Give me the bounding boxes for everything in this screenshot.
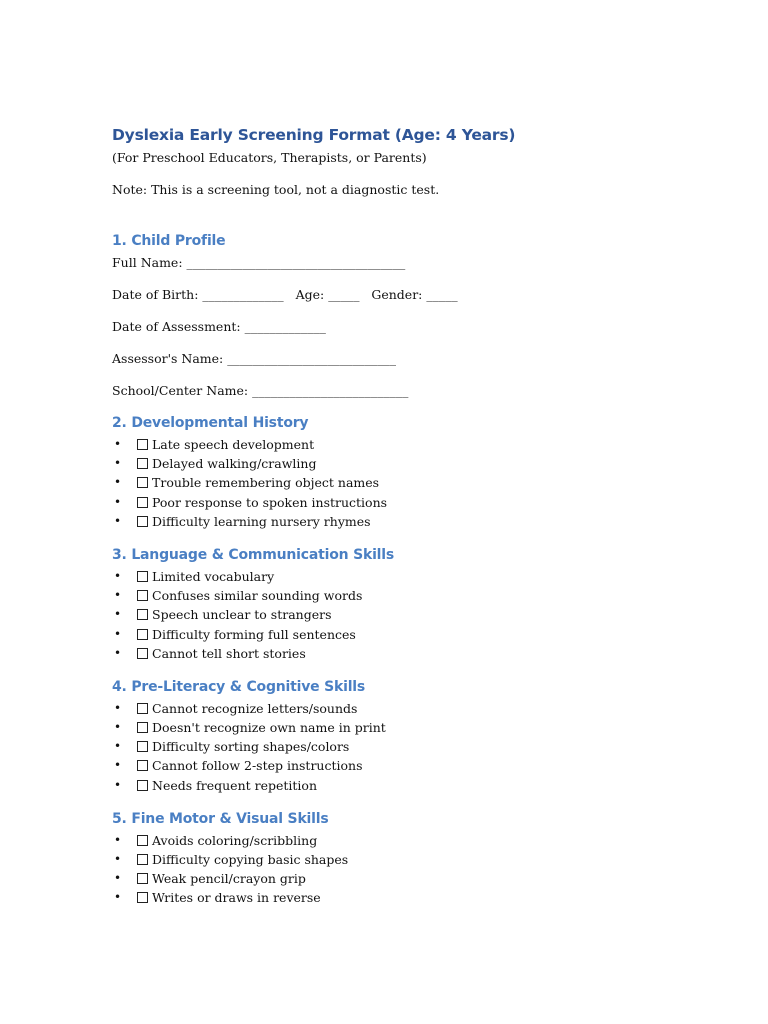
checkbox-icon[interactable] (137, 854, 148, 865)
checklist-item-label: Doesn't recognize own name in print (152, 720, 386, 736)
checkbox-icon[interactable] (137, 835, 148, 846)
checkbox-icon[interactable] (137, 760, 148, 771)
checklist-item[interactable] (112, 512, 672, 531)
section-heading: 5. Fine Motor & Visual Skills (112, 810, 329, 827)
checklist-item-label: Confuses similar sounding words (152, 588, 363, 604)
checklist-item-label: Writes or draws in reverse (152, 890, 321, 906)
checklist (112, 435, 672, 531)
checkbox-icon[interactable] (137, 571, 148, 582)
checklist-item-label: Difficulty learning nursery rhymes (152, 513, 371, 529)
checkbox-icon[interactable] (137, 648, 148, 659)
checklist-item[interactable] (112, 888, 672, 907)
checklist-item-label: Difficulty forming full sentences (152, 626, 356, 642)
full-name-field[interactable]: Full Name: ___________________________________ (112, 255, 406, 270)
school-name-field[interactable]: School/Center Name: _________________________ (112, 383, 409, 398)
checkbox-icon[interactable] (137, 741, 148, 752)
bullet-icon: • (114, 758, 122, 773)
section-developmental-history (112, 413, 672, 531)
bullet-icon: • (114, 437, 122, 451)
checklist-item-label: Difficulty copying basic shapes (152, 852, 349, 867)
bullet-icon: • (114, 626, 122, 641)
checklist-item-label: Speech unclear to strangers (152, 607, 332, 623)
checklist-item-label: Limited vocabulary (152, 568, 275, 584)
checklist-item[interactable] (112, 831, 672, 850)
checklist (112, 831, 672, 908)
checkbox-icon[interactable] (137, 516, 148, 527)
bullet-icon: • (114, 513, 122, 528)
checkbox-icon[interactable] (137, 439, 148, 450)
section-fine-motor-visual (112, 809, 672, 908)
document-subtitle: (For Preschool Educators, Therapists, or Parents) (112, 150, 427, 165)
checklist (112, 699, 672, 795)
document-title: Dyslexia Early Screening Format (Age: 4 Years) (112, 126, 516, 144)
checklist-item-label: Trouble remembering object names (152, 475, 380, 491)
bullet-icon: • (114, 645, 122, 660)
section-heading: 3. Language & Communication Skills (112, 546, 394, 563)
assessor-name-field[interactable]: Assessor's Name: ___________________________ (112, 351, 396, 366)
child-profile-section (112, 231, 672, 401)
checklist-item[interactable] (112, 625, 672, 644)
checkbox-icon[interactable] (137, 703, 148, 714)
bullet-icon: • (114, 607, 122, 622)
checklist-item-label: Poor response to spoken instructions (152, 494, 388, 510)
checklist-item-label: Avoids coloring/scribbling (152, 832, 318, 848)
checklist-item-label: Cannot recognize letters/sounds (152, 700, 358, 716)
section-heading-child-profile: 1. Child Profile (112, 233, 226, 249)
checkbox-icon[interactable] (137, 497, 148, 508)
checklist-item[interactable] (112, 454, 672, 473)
checkbox-icon[interactable] (137, 609, 148, 620)
checklist-item[interactable] (112, 473, 672, 492)
bullet-icon: • (114, 494, 122, 509)
bullet-icon: • (114, 456, 122, 471)
bullet-icon: • (114, 890, 122, 905)
checklist-item-label: Weak pencil/crayon grip (152, 871, 306, 887)
checkbox-icon[interactable] (137, 458, 148, 469)
checkbox-icon[interactable] (137, 873, 148, 884)
bullet-icon: • (114, 568, 122, 583)
section-pre-literacy-cognitive (112, 677, 672, 795)
section-language-communication (112, 545, 672, 663)
checklist-item[interactable] (112, 644, 672, 663)
checklist-item-label: Cannot tell short stories (152, 645, 306, 661)
checklist-item[interactable] (112, 493, 672, 512)
dob-age-gender-fields[interactable]: Date of Birth: _____________ Age: _____ Gender: _____ (112, 287, 458, 302)
checklist-item[interactable] (112, 567, 672, 586)
checklist-item-label: Cannot follow 2-step instructions (152, 758, 363, 774)
checklist-item[interactable] (112, 699, 672, 718)
checkbox-icon[interactable] (137, 477, 148, 488)
section-heading: 4. Pre-Literacy & Cognitive Skills (112, 678, 366, 695)
bullet-icon: • (114, 700, 122, 715)
checklist-item[interactable] (112, 718, 672, 737)
checklist-item[interactable] (112, 435, 672, 454)
checklist-item-label: Late speech development (152, 437, 315, 452)
bullet-icon: • (114, 475, 122, 490)
bullet-icon: • (114, 871, 122, 886)
bullet-icon: • (114, 852, 122, 866)
checklist-item[interactable] (112, 850, 672, 869)
screening-note: Note: This is a screening tool, not a diagnostic test. (112, 182, 440, 197)
checklist-item-label: Difficulty sorting shapes/colors (152, 739, 350, 755)
bullet-icon: • (114, 720, 122, 735)
checkbox-icon[interactable] (137, 590, 148, 601)
section-heading: 2. Developmental History (112, 415, 309, 431)
checklist-item[interactable] (112, 737, 672, 756)
bullet-icon: • (114, 777, 122, 792)
checklist-item[interactable] (112, 776, 672, 795)
checkbox-icon[interactable] (137, 629, 148, 640)
bullet-icon: • (114, 832, 122, 847)
checkbox-icon[interactable] (137, 892, 148, 903)
checkbox-icon[interactable] (137, 722, 148, 733)
checklist-item-label: Needs frequent repetition (152, 777, 318, 793)
checklist-item[interactable] (112, 586, 672, 605)
checklist (112, 567, 672, 663)
checkbox-icon[interactable] (137, 780, 148, 791)
document-page (112, 124, 672, 908)
checklist-item[interactable] (112, 869, 672, 888)
checklist-item[interactable] (112, 605, 672, 624)
checklist-item-label: Delayed walking/crawling (152, 456, 317, 472)
bullet-icon: • (114, 588, 122, 603)
bullet-icon: • (114, 739, 122, 754)
assessment-date-field[interactable]: Date of Assessment: _____________ (112, 319, 326, 334)
checklist-item[interactable] (112, 756, 672, 775)
